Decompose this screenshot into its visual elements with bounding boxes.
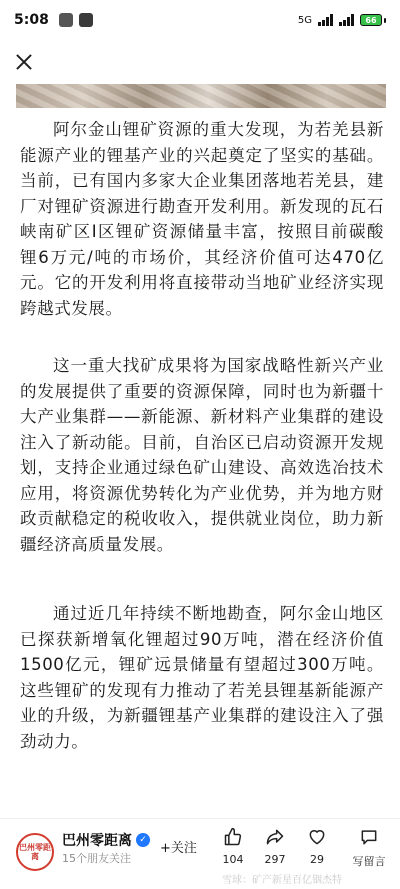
favorite-button[interactable] — [296, 827, 338, 877]
article-paragraph-1: 阿尔金山锂矿资源的重大发现，为若羌县新能源产业的锂基产业的兴起奠定了坚实的基础。当前，已有国内多家大企业集团落地若羌县，建厂对锂矿资源进行勘查开发利用。新发现的瓦石峡南矿区I区锂矿资源储量丰富，按照目前碳酸锂6万元/吨的市场价，其经济价值可达470亿元。它的开发利用将直接带动当地矿业经济实现跨越式发展。 — [20, 120, 384, 318]
follow-button[interactable]: +关注 — [160, 841, 197, 856]
like-count: 104 — [222, 853, 244, 866]
friends-follow-count: 15个朋友关注 — [62, 852, 131, 865]
status-right — [298, 14, 386, 26]
avatar[interactable] — [16, 833, 54, 871]
notification-icons — [59, 13, 93, 27]
author-name-row[interactable] — [62, 830, 150, 850]
favorite-count: 29 — [310, 853, 324, 866]
thumbs-up-icon — [223, 827, 243, 847]
close-icon[interactable] — [12, 50, 36, 74]
article-paragraph-2: 这一重大找矿成果将为国家战略性新兴产业的发展提供了重要的资源保障，同时也为新疆十大产业集群——新能源、新材料产业集群的建设注入了新动能。目前，自治区已启动资源开发规划，支持企业通过绿色矿山建设、高效选冶技术应用，将资源优势转化为产业优势，并为地方财政贡献稳定的税收收入，提供就业岗位，助力新疆经济高质量发展。 — [20, 356, 384, 554]
signal-icon-2 — [339, 14, 354, 26]
signal-icon — [318, 14, 333, 26]
verified-icon: ✓ — [136, 833, 150, 847]
article-body — [20, 117, 384, 751]
comment-button[interactable] — [338, 827, 400, 877]
app-notification-icon-2 — [79, 13, 93, 27]
action-group — [212, 827, 400, 877]
avatar-text: 巴州零距离 — [19, 843, 51, 861]
watermark: 雪球：矿产新星百亿铟杰特 — [222, 875, 342, 886]
app-notification-icon — [59, 13, 73, 27]
nav-bar — [0, 40, 400, 84]
status-time: 5:08 — [14, 12, 49, 28]
share-icon — [265, 827, 285, 847]
share-button[interactable] — [254, 827, 296, 877]
battery-icon — [360, 14, 386, 26]
comment-label: 写留言 — [352, 855, 386, 868]
author-name: 巴州零距离 — [62, 833, 132, 849]
article-paragraph-3: 通过近几年持续不断地勘查，阿尔金山地区已探获新增氧化锂超过90万吨，潜在经济价值1500亿元，锂矿远景储量有望超过300万吨。这些锂矿的发现有力推动了若羌县锂基新能源产业的升级，为新疆锂基产业集群的建设注入了强劲动力。 — [20, 604, 384, 751]
battery-level: 66 — [360, 14, 382, 26]
article-image — [16, 84, 386, 108]
status-bar — [0, 0, 400, 40]
comment-icon — [359, 827, 379, 847]
network-label: 5G — [297, 14, 312, 26]
heart-icon — [307, 827, 327, 847]
like-button[interactable] — [212, 827, 254, 877]
share-count: 297 — [264, 853, 286, 866]
